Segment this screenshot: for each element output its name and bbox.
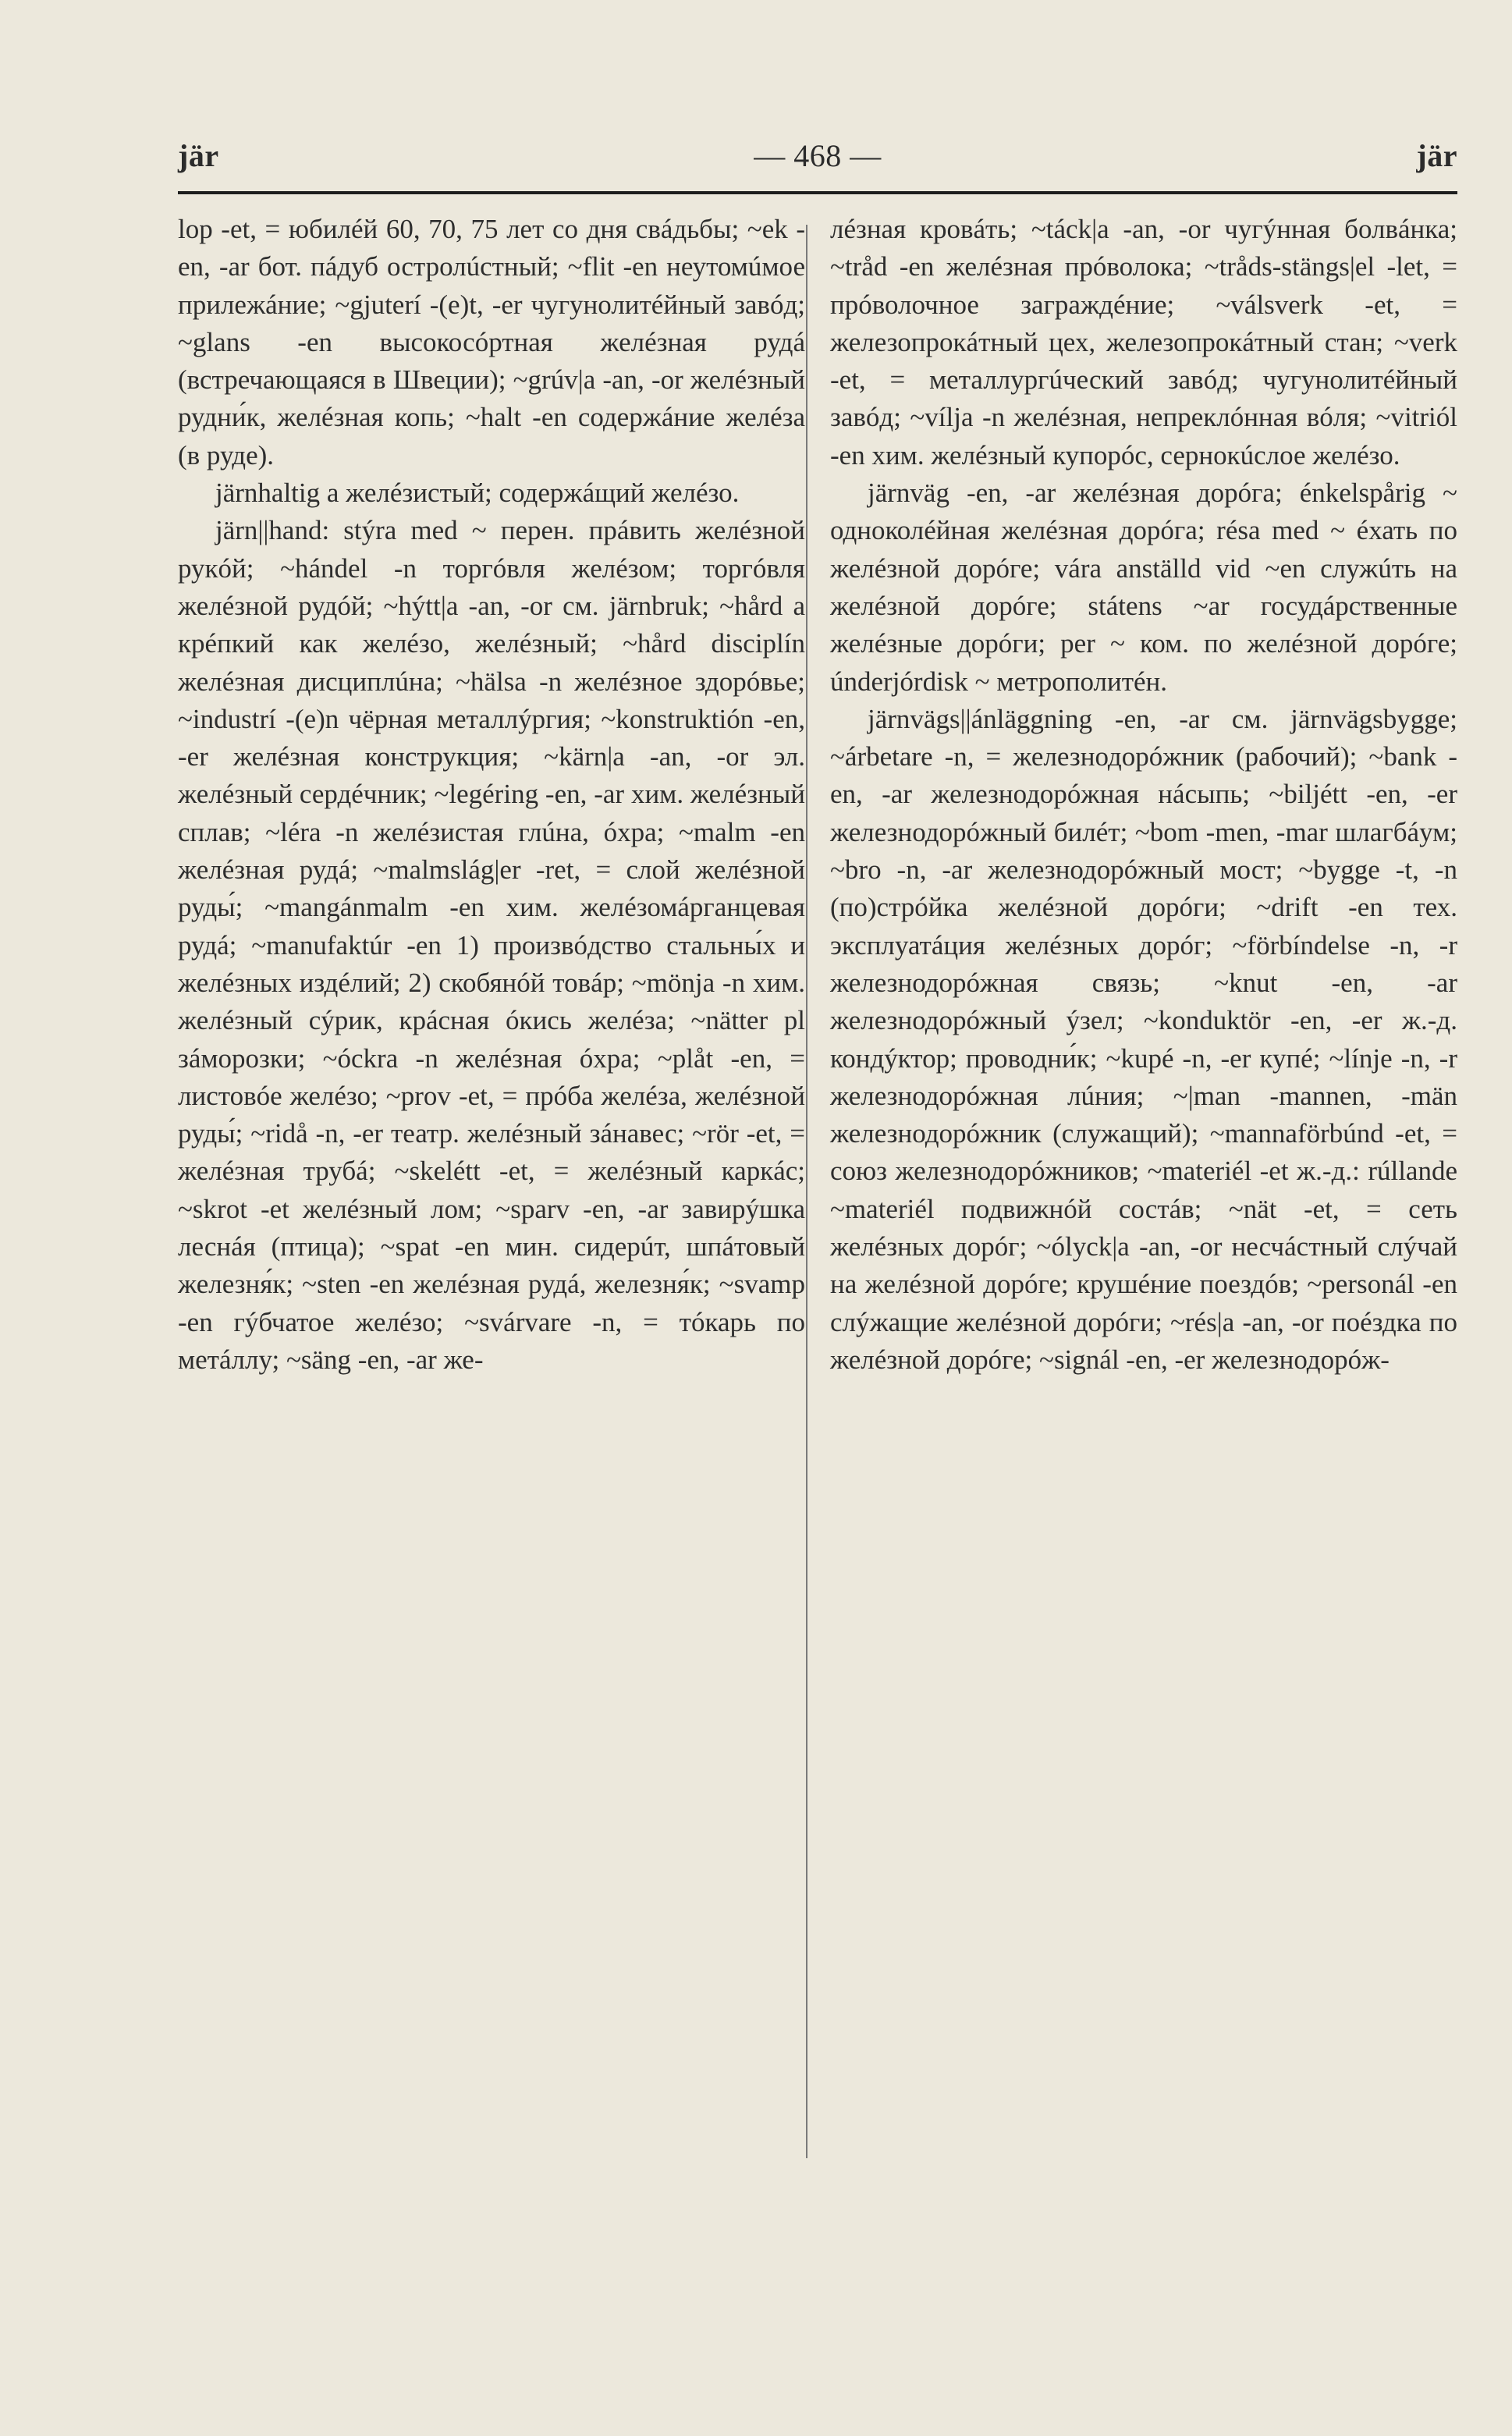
- left-guide-word: jär: [178, 138, 219, 173]
- right-entry-3: järnvägs||ánläggning -en, -ar см. järnvägsbygge; ~árbetare -n, = железнодорóжник (рабочий); ~bank -en, -ar железнодорóжная нáсыпь; ~biljétt -en, -er железнодорóжный билéт; ~bom -men, -mar шлагбáум; ~bro -n, -ar железнодорóжный мост; ~bygge -t, -n (по)стрóйка желéзной дорóги; ~drift -en тех. эксплуатáция желéзных дорóг; ~förbíndelse -n, -r железнодорóжная связь; ~knut -en, -ar железнодорóжный ýзел; ~konduktör -en, -er ж.-д. кондýктор; проводни́к; ~kupé -n, -er купé; ~línje -n, -r железнодорóжная лúния; ~|man -mannen, -män железнодорóжник (служащий); ~mannaförbúnd -et, = союз железнодорóжников; ~materiél -et ж.-д.: rúllande ~materiél подвижнóй состáв; ~nät -et, = сеть желéзных дорóг; ~ólyck|a -an, -or несчáстный слýчай на желéзной дорóге; крушéние поездóв; ~personál -en слýжащие желéзной дорóги; ~rés|a -an, -or поéздка по желéзной дорóге; ~signál -en, -er железнодорóж-: [830, 703, 1457, 1375]
- left-entry-1: lop -et, = юбилéй 60, 70, 75 лет со дня свáдьбы; ~ek -en, -ar бот. пáдуб остролúстный; ~flit -en неутомúмое прилежáние; ~gjuterí -(e)t, -er чугунолитéйный завóд; ~glans -en высокосóртная желéзная рудá (встречающаяся в Швеции); ~grúv|a -an, -or желéзный рудни́к, желéзная копь; ~halt -en содержáние желéза (в руде).: [178, 214, 805, 471]
- header-rule: [178, 191, 1457, 194]
- left-entry-3: järn||hand: stýra med ~ перен. прáвить желéзной рукóй; ~hándel -n торгóвля желéзом; торгóвля желéзной рудóй; ~hýtt|a -an, -or см. järnbruk; ~hård a крéпкий как желéзо, желéзный; ~hård disciplín желéзная дисциплúна; ~hälsa -n желéзное здорóвье; ~industrí -(e)n чёрная металлýргия; ~konstruktión -en, -er желéзная конструкция; ~kärn|a -an, -or эл. желéзный сердéчник; ~legéring -en, -ar хим. желéзный сплав; ~léra -n желéзистая глúна, óхра; ~malm -en желéзная рудá; ~malmslág|er -ret, = слой желéзной руды́; ~mangánmalm -en хим. желéзомáрганцевая рудá; ~manufaktúr -en 1) произвóдство стальны́х и желéзных издéлий; 2) скобянóй товáр; ~mönja -n хим. желéзный сýрик, крáсная óкись желéза; ~nätter pl зáморозки; ~óckra -n желéзная óхра; ~plåt -en, = листовóе желéзо; ~prov -et, = прóба желéза, желéзной руды́; ~ridå -n, -er театр. желéзный зáнавес; ~rör -et, = желéзная трубá; ~skelétt -et, = желéзный каркáс; ~skrot -et желéзный лом; ~sparv -en, -ar завирýшка леснáя (птица); ~spat -en мин. сидерúт, шпáтовый железня́к; ~sten -en желéзная рудá, железня́к; ~svamp -en гýбчатое желéзо; ~svárvare -n, = тóкарь по метáллу; ~säng -en, -ar же-: [178, 515, 805, 1375]
- page-header: [178, 140, 1457, 190]
- left-entry-2: järnhaltig a желéзистый; содержáщий желéзо.: [215, 478, 740, 509]
- right-entry-2: järnväg -en, -ar желéзная дорóга; énkelspårig ~ одноколéйная желéзная дорóга; résa med ~ éхать по желéзной дорóге; vára anställd vid ~en служúть на желéзной дорóге; státens ~ar госудáрственные желéзные дорóги; per ~ ком. по желéзной дорóге; únderjórdisk ~ метрополитéн.: [830, 478, 1457, 697]
- right-guide-word: jär: [1416, 138, 1457, 173]
- right-column: [830, 211, 1457, 1379]
- right-entry-1: лéзная кровáть; ~táck|a -an, -or чугýнная болвáнка; ~tråd -en желéзная прóволока; ~tråds-stängs|el -let, = прóволочное заграждéние; ~válsverk -et, = железопрокáтный цех, железопрокáтный стан; ~verk -et, = металлургúческий завóд; чугунолитéйный завóд; ~vílja -n желéзная, непреклóнная вóля; ~vitriól -en хим. желéзный купорóс, сернокúслое желéзо.: [830, 214, 1457, 471]
- left-column: [178, 211, 805, 1379]
- dictionary-columns: [178, 211, 1457, 1379]
- page-number: — 468 —: [754, 138, 882, 173]
